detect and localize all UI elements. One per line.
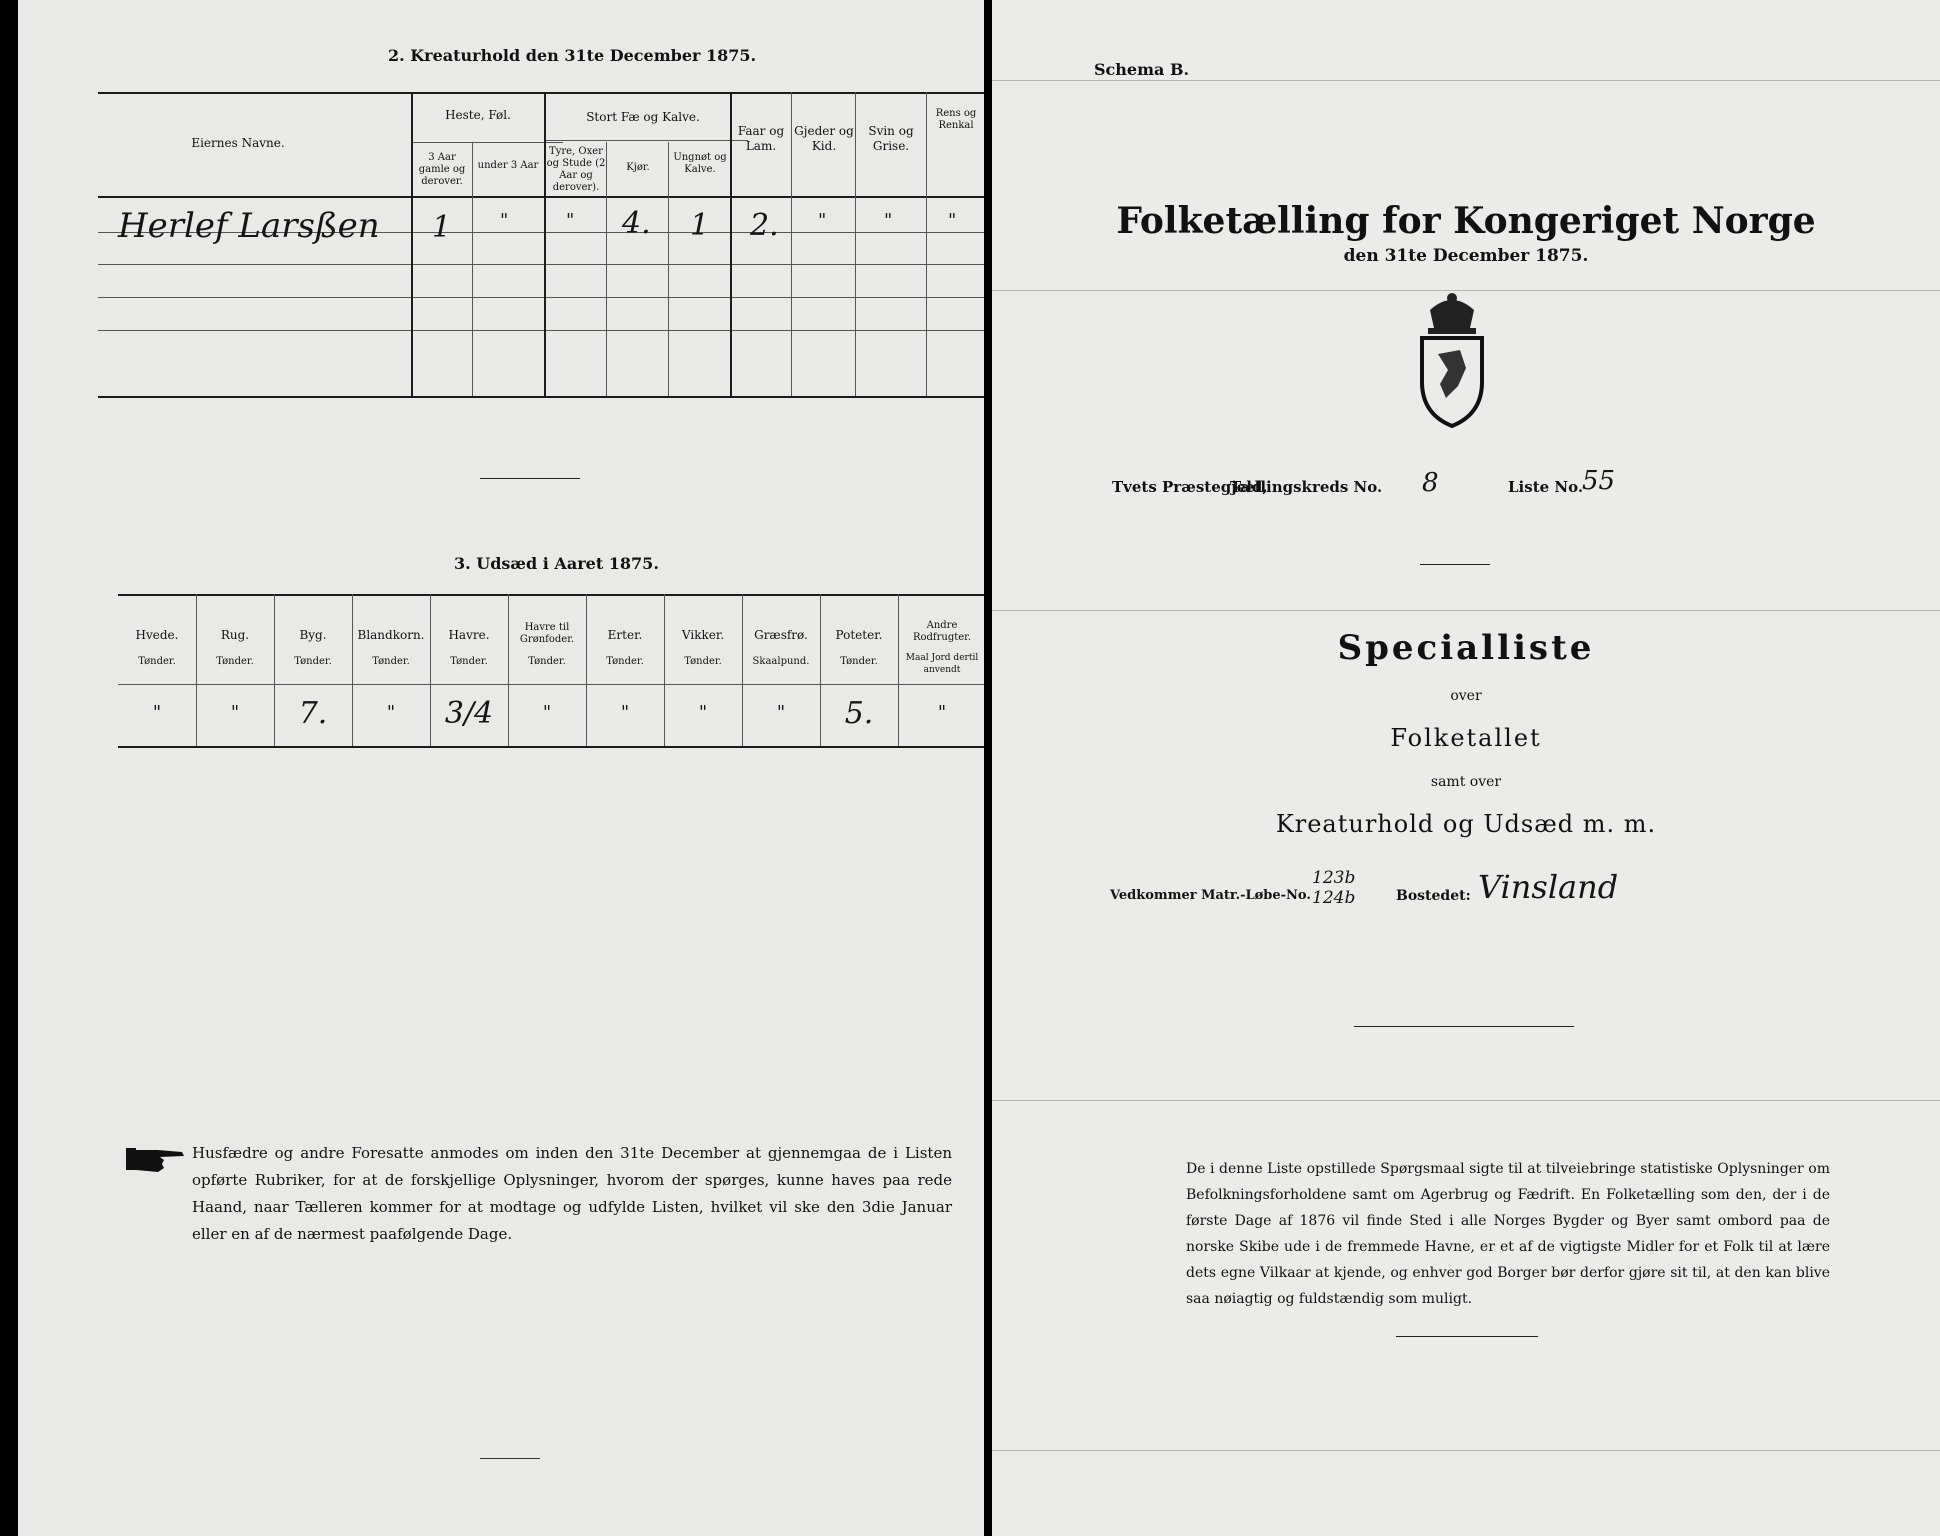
district-label: Tællingskreds No.	[1230, 478, 1383, 496]
cover-title: Folketælling for Kongeriget Norge	[1116, 200, 1816, 242]
right-page	[992, 0, 1940, 1536]
seed-col-unit: Maal Jord dertil anvendt	[905, 653, 979, 675]
seed-value: 7.	[298, 696, 328, 731]
specialliste-heading: Specialliste	[1337, 628, 1595, 668]
seed-value: "	[152, 702, 162, 723]
col-sheep: Faar og Lam.	[737, 124, 785, 153]
col-reindeer: Rens og Renkal	[935, 108, 977, 131]
matr-label: Vedkommer Matr.-Løbe-No.	[1110, 888, 1311, 903]
col-pigs: Svin og Grise.	[868, 124, 914, 153]
cows-value: 4.	[622, 206, 651, 241]
seed-col-unit: Tønder.	[606, 656, 644, 667]
seed-col-name: Havre til Grønfoder.	[519, 622, 575, 645]
col-horses-group: Heste, Føl.	[445, 108, 511, 122]
seed-value: "	[230, 702, 240, 723]
seed-col-unit: Tønder.	[138, 656, 176, 667]
seed-value: 5.	[844, 696, 874, 731]
seed-value: "	[776, 702, 786, 723]
sheep-value: 2.	[750, 208, 779, 243]
bostedet-value: Vinsland	[1478, 868, 1619, 906]
matr-value-1: 123b	[1312, 868, 1356, 888]
bulls-value: "	[566, 210, 575, 231]
bostedet-label: Bostedet:	[1396, 888, 1471, 904]
young-cattle-value: 1	[690, 208, 710, 243]
seed-col-unit: Skaalpund.	[752, 656, 810, 667]
seed-value: "	[386, 702, 396, 723]
seed-title: 3. Udsæd i Aaret 1875.	[454, 554, 659, 573]
horses-young-value: "	[500, 210, 509, 231]
list-value: 55	[1582, 466, 1616, 496]
seed-col-unit: Tønder.	[372, 656, 410, 667]
list-label: Liste No.	[1508, 478, 1584, 496]
pigs-value: "	[884, 210, 893, 231]
folketallet-text: Folketallet	[1390, 724, 1542, 752]
seed-value: 3/4	[444, 696, 494, 731]
col-owner: Eiernes Navne.	[191, 136, 285, 150]
livestock-title: 2. Kreaturhold den 31te December 1875.	[388, 46, 757, 65]
seed-col-unit: Tønder.	[216, 656, 254, 667]
cover-footer-text: De i denne Liste opstillede Spørgsmaal sigte til at tilveiebringe statistiske Oplysninger om Befolkningsforholdene samt om Agerbrug og Fædrift. En Folketælling som den, der i de første Dage af 1876 vil finde Sted i alle Norges Bygder og Byer samt ombord paa de norske Skibe ude i de fremmede Havne, er et af de vigtigste Midler for et Folk til at lære dets egne Vilkaar at kjende, og enhver god Borger bør derfor gjøre sit til, at den kan blive saa nøiagtig og fuldstændig som muligt.	[1186, 1161, 1830, 1307]
matr-value-2: 124b	[1312, 888, 1356, 908]
seed-col-unit: Tønder.	[528, 656, 566, 667]
seed-col-name: Rug.	[220, 628, 250, 642]
seed-col-name: Andre Rodfrugter.	[912, 620, 972, 643]
seed-col-unit: Tønder.	[294, 656, 332, 667]
horses-old-value: 1	[432, 210, 452, 245]
col-young-cattle: Ungnøt og Kalve.	[673, 152, 727, 175]
col-horses-young: under 3 Aar	[477, 160, 539, 171]
seed-col-name: Poteter.	[835, 628, 883, 642]
left-page	[18, 0, 984, 1536]
seed-col-name: Hvede.	[135, 628, 179, 642]
col-goats: Gjeder og Kid.	[794, 124, 854, 153]
coat-of-arms-icon	[1412, 290, 1492, 434]
seed-value: "	[620, 702, 630, 723]
seed-col-name: Blandkorn.	[357, 628, 425, 642]
seed-value: "	[542, 702, 552, 723]
seed-col-name: Erter.	[607, 628, 643, 642]
pointing-hand-icon	[124, 1142, 188, 1180]
notice-text: Husfædre og andre Foresatte anmodes om inden den 31te December at gjennemgaa de i Listen opførte Rubriker, for at de forskjellige Oplysninger, hvorom der spørges, kunne haves paa rede Haand, naar Tælleren kommer for at modtage og udfylde Listen, hvilket vil ske den 3die Januar eller en af de nærmest paafølgende Dage.	[192, 1144, 952, 1243]
seed-value: "	[698, 702, 708, 723]
seed-col-unit: Tønder.	[684, 656, 722, 667]
col-cows: Kjør.	[626, 162, 650, 173]
seed-col-unit: Tønder.	[840, 656, 878, 667]
over-text: over	[1450, 688, 1482, 704]
parish-label: Tvets Præstegjeld,	[1112, 478, 1268, 496]
col-horses-old: 3 Aar gamle og derover.	[418, 152, 466, 187]
owner-name: Herlef Larsßen	[118, 206, 380, 246]
seed-col-unit: Tønder.	[450, 656, 488, 667]
cover-subheading: Kreaturhold og Udsæd m. m.	[1275, 810, 1657, 838]
seed-col-name: Byg.	[299, 628, 327, 642]
seed-col-name: Græsfrø.	[754, 628, 808, 642]
goats-value: "	[818, 210, 827, 231]
schema-label: Schema B.	[1094, 60, 1190, 79]
reindeer-value: "	[948, 210, 957, 231]
samt-over-text: samt over	[1430, 774, 1502, 790]
district-value: 8	[1422, 468, 1439, 498]
seed-col-name: Vikker.	[681, 628, 725, 642]
seed-col-name: Havre.	[448, 628, 490, 642]
col-bulls: Tyre, Oxer og Stude (2 Aar og derover).	[546, 146, 606, 193]
seed-value: "	[937, 702, 947, 723]
col-cattle-group: Stort Fæ og Kalve.	[586, 110, 700, 124]
cover-date: den 31te December 1875.	[1343, 246, 1589, 266]
